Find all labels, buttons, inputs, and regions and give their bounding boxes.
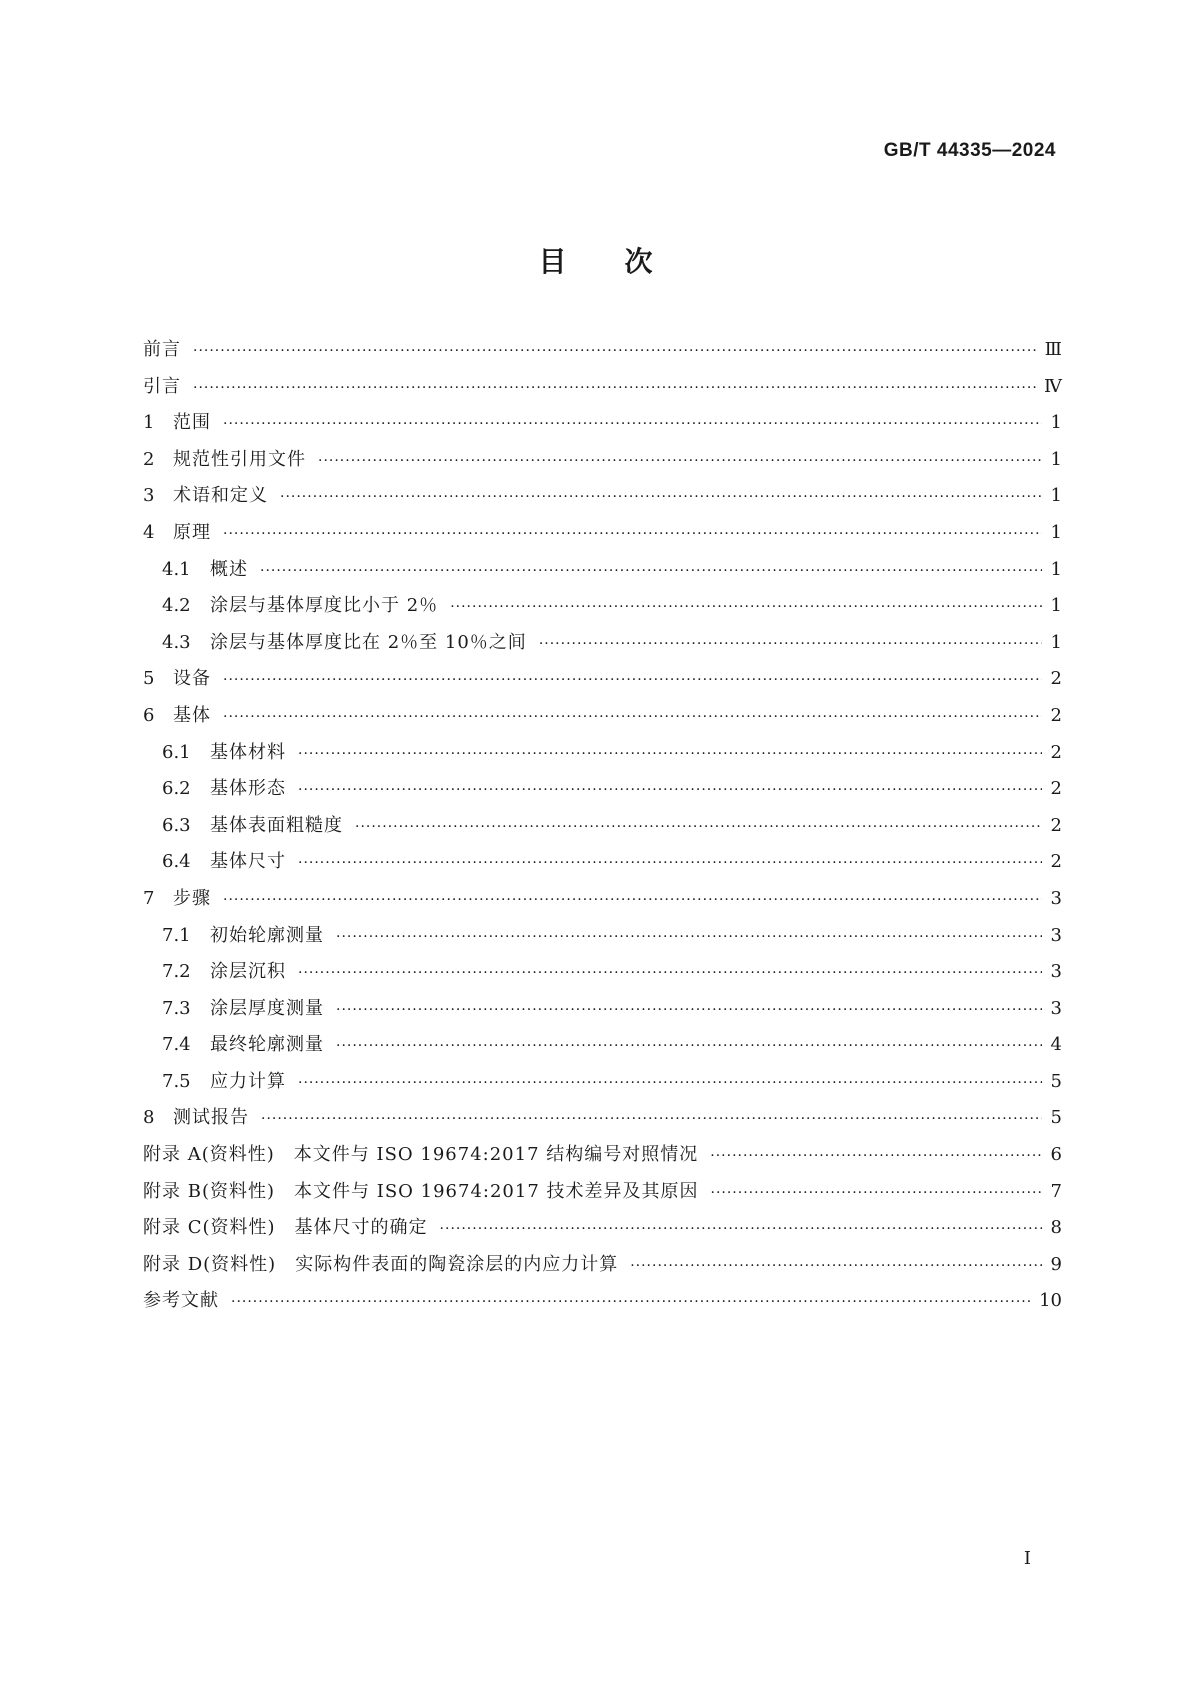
toc-entry-label: 前言 bbox=[143, 339, 181, 360]
standard-code: GB/T 44335—2024 bbox=[883, 140, 1056, 161]
toc-entry[interactable] bbox=[143, 704, 1062, 741]
toc-entry-label: 范围 bbox=[173, 412, 211, 434]
toc-leader-dots bbox=[261, 1107, 1042, 1131]
toc-entry-number: 2 bbox=[143, 448, 155, 470]
toc-entry-page: 5 bbox=[1050, 1070, 1062, 1092]
toc-entry-page: 1 bbox=[1050, 448, 1062, 470]
toc-entry[interactable] bbox=[143, 411, 1062, 448]
toc-entry-number: 4.3 bbox=[162, 631, 191, 653]
toc-entry[interactable] bbox=[143, 631, 1062, 668]
toc-leader-dots bbox=[280, 485, 1042, 509]
toc-entry-page: 1 bbox=[1050, 521, 1062, 543]
toc-entry[interactable] bbox=[143, 594, 1062, 631]
toc-entry[interactable] bbox=[143, 484, 1062, 521]
toc-entry[interactable] bbox=[143, 924, 1062, 961]
toc-entry-page: 1 bbox=[1050, 631, 1062, 653]
toc-leader-dots bbox=[355, 815, 1042, 839]
toc-entry-page: 2 bbox=[1050, 668, 1062, 690]
toc-entry-page: 8 bbox=[1050, 1217, 1062, 1239]
toc-entry-page: Ⅲ bbox=[1044, 339, 1062, 360]
toc-entry-label: 引言 bbox=[143, 375, 181, 397]
toc-entry[interactable] bbox=[143, 1180, 1062, 1217]
toc-entry-number: 6.4 bbox=[162, 851, 191, 873]
toc-entry-label: 附录 B(资料性) 本文件与 ISO 19674:2017 技术差异及其原因 bbox=[143, 1180, 699, 1202]
toc-entry-label: 附录 C(资料性) 基体尺寸的确定 bbox=[143, 1217, 428, 1239]
toc-entry-label: 涂层与基体厚度比小于 2％ bbox=[210, 595, 439, 617]
toc-leader-dots bbox=[223, 412, 1042, 436]
toc-entry-number: 6.3 bbox=[162, 814, 191, 836]
toc-entry-label: 测试报告 bbox=[173, 1107, 249, 1129]
toc-leader-dots bbox=[193, 339, 1039, 363]
toc-leader-dots bbox=[223, 888, 1042, 912]
toc-entry-label: 基体形态 bbox=[210, 778, 286, 800]
toc-entry-label: 基体材料 bbox=[210, 741, 286, 763]
toc-entry[interactable] bbox=[143, 338, 1062, 375]
toc-entry[interactable] bbox=[143, 667, 1062, 704]
toc-entry-page: 3 bbox=[1050, 997, 1062, 1019]
toc-entry-page: 1 bbox=[1050, 595, 1062, 617]
toc-entry[interactable] bbox=[143, 1143, 1062, 1180]
toc-leader-dots bbox=[539, 632, 1042, 656]
toc-leader-dots bbox=[336, 998, 1042, 1022]
toc-entry-page: 2 bbox=[1050, 704, 1062, 726]
toc-entry-label: 术语和定义 bbox=[173, 485, 268, 507]
toc-entry-page: 10 bbox=[1039, 1290, 1062, 1312]
toc-entry-label: 最终轮廓测量 bbox=[210, 1034, 324, 1056]
toc-entry-page: Ⅳ bbox=[1044, 375, 1062, 397]
toc-entry-page: 6 bbox=[1050, 1144, 1062, 1166]
toc-leader-dots bbox=[711, 1181, 1043, 1205]
toc-leader-dots bbox=[336, 1034, 1042, 1058]
toc-entry-label: 规范性引用文件 bbox=[173, 448, 306, 470]
toc-leader-dots bbox=[450, 595, 1042, 619]
toc-leader-dots bbox=[223, 522, 1042, 546]
toc-leader-dots bbox=[223, 705, 1042, 729]
toc-entry[interactable] bbox=[143, 887, 1062, 924]
toc-entry-label: 原理 bbox=[173, 521, 211, 543]
toc-entry-label: 步骤 bbox=[173, 887, 211, 909]
toc-leader-dots bbox=[630, 1254, 1042, 1278]
toc-entry[interactable] bbox=[143, 1289, 1062, 1326]
toc-entry-page: 2 bbox=[1050, 814, 1062, 836]
toc-entry[interactable] bbox=[143, 997, 1062, 1034]
toc-entry[interactable] bbox=[143, 1106, 1062, 1143]
toc-entry-number: 3 bbox=[143, 485, 155, 507]
toc-leader-dots bbox=[298, 851, 1042, 875]
toc-entry-page: 7 bbox=[1050, 1180, 1062, 1202]
toc-entry-label: 基体 bbox=[173, 704, 211, 726]
toc-entry-page: 3 bbox=[1050, 887, 1062, 909]
toc-leader-dots bbox=[298, 742, 1042, 766]
toc-leader-dots bbox=[440, 1217, 1042, 1241]
toc-leader-dots bbox=[710, 1144, 1042, 1168]
table-of-contents bbox=[143, 338, 1062, 1326]
toc-entry-number: 8 bbox=[143, 1107, 155, 1129]
toc-entry-page: 2 bbox=[1050, 741, 1062, 763]
toc-entry-label: 基体表面粗糙度 bbox=[210, 814, 343, 836]
toc-entry-label: 基体尺寸 bbox=[210, 851, 286, 873]
toc-entry[interactable] bbox=[143, 1033, 1062, 1070]
toc-entry-page: 4 bbox=[1050, 1034, 1062, 1056]
toc-entry-page: 3 bbox=[1050, 924, 1062, 946]
toc-entry[interactable] bbox=[143, 777, 1062, 814]
toc-entry[interactable] bbox=[143, 521, 1062, 558]
toc-entry-number: 4.2 bbox=[162, 595, 191, 617]
toc-leader-dots bbox=[223, 668, 1042, 692]
toc-leader-dots bbox=[298, 961, 1042, 985]
toc-entry-number: 7.3 bbox=[162, 997, 191, 1019]
toc-entry-number: 7.4 bbox=[162, 1034, 191, 1056]
toc-entry[interactable] bbox=[143, 375, 1062, 412]
toc-leader-dots bbox=[231, 1290, 1033, 1314]
toc-leader-dots bbox=[298, 1071, 1042, 1095]
toc-entry[interactable] bbox=[143, 558, 1062, 595]
toc-entry-number: 7.2 bbox=[162, 961, 191, 983]
toc-entry-number: 1 bbox=[143, 412, 155, 434]
toc-entry-label: 涂层厚度测量 bbox=[210, 997, 324, 1019]
toc-entry-number: 7.1 bbox=[162, 924, 191, 946]
toc-entry-number: 6.1 bbox=[162, 741, 191, 763]
toc-leader-dots bbox=[318, 449, 1042, 473]
toc-entry-label: 涂层沉积 bbox=[210, 961, 286, 983]
toc-entry-label: 涂层与基体厚度比在 2％至 10％之间 bbox=[210, 631, 527, 653]
toc-entry[interactable] bbox=[143, 850, 1062, 887]
toc-entry-page: 1 bbox=[1050, 412, 1062, 434]
toc-leader-dots bbox=[336, 925, 1042, 949]
toc-entry[interactable] bbox=[143, 448, 1062, 485]
toc-entry-label: 初始轮廓测量 bbox=[210, 924, 324, 946]
toc-entry-page: 1 bbox=[1050, 558, 1062, 580]
toc-entry-page: 3 bbox=[1050, 961, 1062, 983]
toc-entry-page: 2 bbox=[1050, 778, 1062, 800]
toc-entry-number: 4.1 bbox=[162, 558, 191, 580]
toc-entry-label: 附录 A(资料性) 本文件与 ISO 19674:2017 结构编号对照情况 bbox=[143, 1144, 699, 1166]
toc-leader-dots bbox=[298, 778, 1042, 802]
toc-entry-number: 5 bbox=[143, 668, 155, 690]
toc-entry-label: 参考文献 bbox=[143, 1290, 219, 1312]
toc-entry-number: 7.5 bbox=[162, 1070, 191, 1092]
toc-entry[interactable] bbox=[143, 1253, 1062, 1290]
toc-entry-page: 5 bbox=[1050, 1107, 1062, 1129]
toc-entry-label: 概述 bbox=[210, 558, 248, 580]
toc-entry-label: 附录 D(资料性) 实际构件表面的陶瓷涂层的内应力计算 bbox=[143, 1253, 619, 1275]
toc-entry-number: 7 bbox=[143, 887, 155, 909]
toc-entry-number: 6 bbox=[143, 704, 155, 726]
toc-leader-dots bbox=[193, 376, 1038, 400]
page-number: I bbox=[1023, 1548, 1031, 1569]
toc-entry[interactable] bbox=[143, 741, 1062, 778]
toc-entry-page: 2 bbox=[1050, 851, 1062, 873]
toc-entry[interactable] bbox=[143, 814, 1062, 851]
toc-entry[interactable] bbox=[143, 1070, 1062, 1107]
toc-entry-page: 9 bbox=[1050, 1253, 1062, 1275]
toc-entry[interactable] bbox=[143, 1216, 1062, 1253]
toc-entry-label: 应力计算 bbox=[210, 1070, 286, 1092]
toc-entry-number: 6.2 bbox=[162, 778, 191, 800]
toc-entry[interactable] bbox=[143, 960, 1062, 997]
toc-entry-page: 1 bbox=[1050, 485, 1062, 507]
toc-title: 目次 bbox=[538, 245, 711, 278]
toc-entry-number: 4 bbox=[143, 521, 155, 543]
toc-leader-dots bbox=[260, 559, 1042, 583]
toc-entry-label: 设备 bbox=[173, 668, 211, 690]
